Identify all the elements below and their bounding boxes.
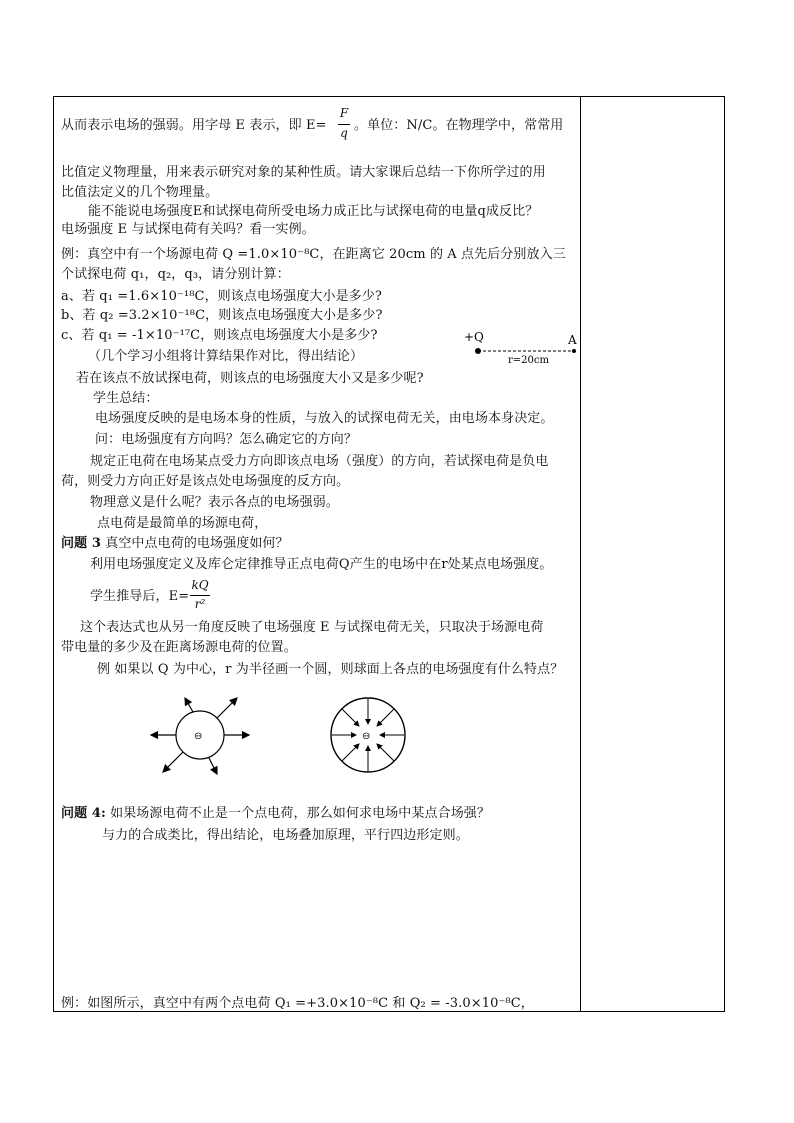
text-line: 学生推导后，E=: [90, 589, 190, 604]
text-segment: 真空中点电荷的电场强度如何？: [105, 536, 289, 551]
fraction-bar: [338, 124, 350, 125]
text-line: 比值法定义的几个物理量。: [61, 185, 219, 200]
text-segment: 如果场源电荷不止是一个点电荷，那么如何求电场中某点合场强？: [110, 806, 491, 821]
text-line: 电场强度反映的是电场本身的性质，与放入的试探电荷无关，由电场本身决定。: [95, 411, 554, 426]
text-line: 若在该点不放试探电荷，则该点的电场强度大小又是多少呢?: [76, 371, 424, 386]
text-line: 电场强度 E 与试探电荷有关吗？看一实例。: [61, 222, 315, 237]
fraction-bar: [190, 595, 210, 596]
text-line: b、若 q₂ =3.2×10⁻¹⁸C，则该点电场强度大小是多少?: [61, 308, 383, 323]
point-charge-diagram: [460, 325, 585, 370]
text-line: 例：如图所示，真空中有两个点电荷 Q₁ =+3.0×10⁻⁸C 和 Q₂ = -3.0×10⁻⁸C，: [61, 996, 534, 1011]
text-line: 规定正电荷在电场某点受力方向即该点电场（强度）的方向，若试探电荷是负电: [90, 454, 549, 469]
question-label: 问题 3: [61, 536, 101, 551]
text-line: 能不能说电场强度E和试探电荷所受电场力成正比与试探电荷的电量q成反比？: [88, 204, 539, 219]
text-line: 荷，则受力方向正好是该点处电场强度的反方向。: [61, 474, 350, 489]
distance-label: r=20cm: [508, 355, 549, 366]
text-line: 点电荷是最简单的场源电荷，: [97, 516, 268, 531]
text-segment: 从而表示电场的强弱。用字母 E 表示，即 E=: [61, 118, 327, 133]
negative-field-diagram: [325, 695, 415, 780]
question-label: 问题 4:: [61, 806, 106, 821]
text-line: 学生总结：: [93, 391, 159, 406]
fraction-denominator: r²: [194, 597, 206, 611]
field-arrow: [217, 698, 237, 718]
charge-label: +Q: [464, 330, 484, 344]
text-line: 个试探电荷 q₁，q₂，q₃，请分别计算：: [61, 267, 290, 282]
text-line: 例 如果以 Q 为中心，r 为半径画一个圆，则球面上各点的电场强度有什么特点？: [97, 662, 564, 677]
text-segment: 。单位：N/C。在物理学中，常常用: [354, 118, 564, 133]
text-line: 问：电场强度有方向吗？怎么确定它的方向？: [95, 432, 358, 447]
text-line: 物理意义是什么呢？表示各点的电场强弱。: [90, 495, 339, 510]
point-a-label: A: [568, 333, 577, 347]
field-arrow: [342, 744, 359, 761]
field-arrow: [209, 758, 217, 774]
field-arrow: [163, 752, 183, 772]
fraction-numerator: kQ: [191, 578, 209, 592]
field-arrow: [377, 709, 394, 726]
text-line: 与力的合成类比，得出结论，电场叠加原理，平行四边形定则。: [102, 828, 469, 843]
charge-symbol-icon: ⊖: [362, 731, 371, 742]
text-line: [61, 118, 327, 134]
fraction-denominator: q: [340, 126, 348, 140]
text-line: 例：真空中有一个场源电荷 Q =1.0×10⁻⁸C，在距离它 20cm 的 A 点先后分别放入三: [61, 247, 566, 262]
field-arrow: [342, 709, 359, 726]
text-line: 利用电场强度定义及库仑定律推导正点电荷Q产生的电场中在r处某点电场强度。: [90, 557, 553, 572]
column-divider: [580, 96, 581, 1012]
text-line: 这个表达式也从另一角度反映了电场强度 E 与试探电荷无关，只取决于场源电荷: [80, 620, 544, 635]
text-line: （几个学习小组将计算结果作对比，得出结论）: [88, 349, 364, 364]
text-line: a、若 q₁ =1.6×10⁻¹⁸C，则该点电场强度大小是多少?: [61, 289, 382, 304]
charge-symbol-icon: ⊖: [194, 731, 203, 742]
field-arrow: [377, 744, 394, 761]
positive-field-diagram: [145, 695, 265, 780]
fraction-numerator: F: [339, 106, 349, 120]
text-line: [354, 118, 563, 134]
text-line: c、若 q₁ = -1×10⁻¹⁷C，则该点电场强度大小是多少?: [61, 328, 378, 343]
text-line: 比值定义物理量，用来表示研究对象的某种性质。请大家课后总结一下你所学过的用: [61, 165, 546, 180]
text-line: [61, 536, 289, 552]
text-line: 带电量的多少及在距离场源电荷的位置。: [61, 640, 297, 655]
field-arrow: [185, 698, 193, 712]
text-line: [61, 806, 490, 822]
